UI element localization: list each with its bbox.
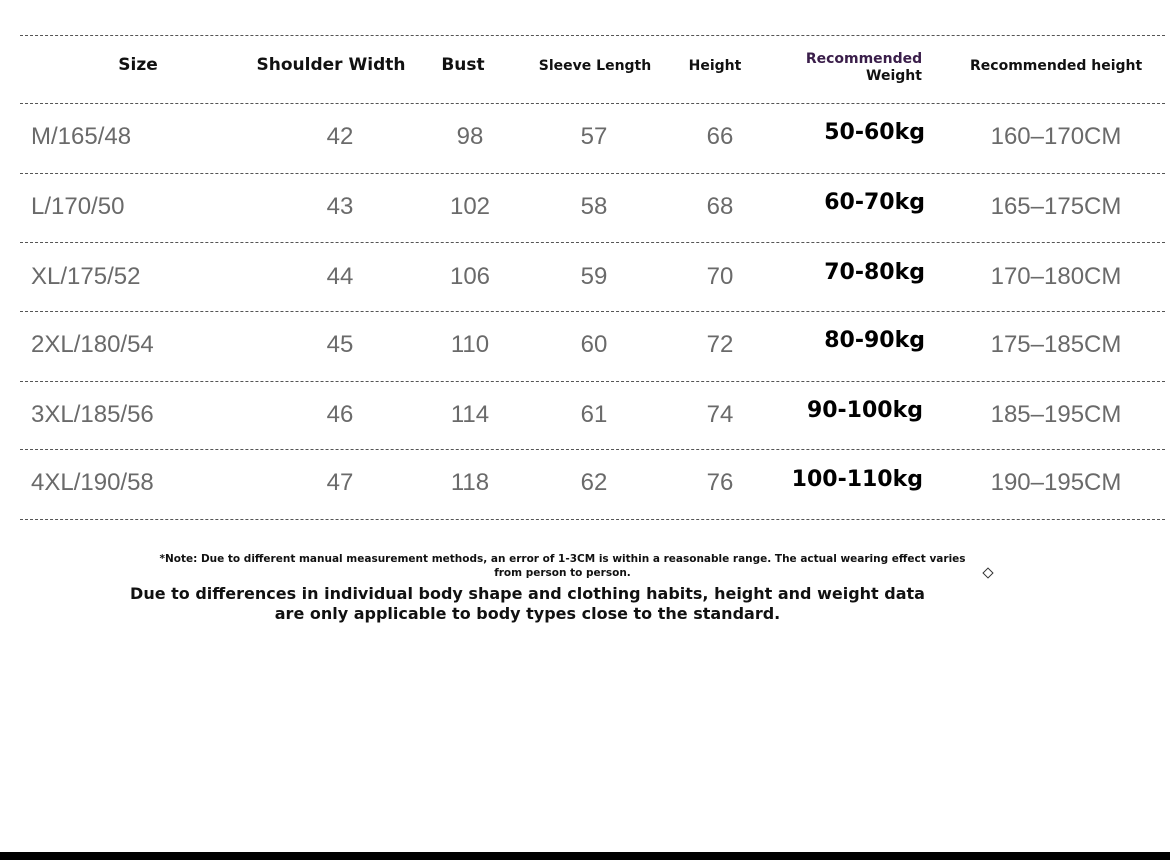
header-size: Size xyxy=(118,55,158,75)
measurement-note: *Note: Due to different manual measurement methods, an error of 1-3CM is within a reasonable range. The actual wearing effect varies from person to person. xyxy=(159,553,966,579)
bottom-bar xyxy=(0,852,1170,860)
cell-size: 2XL/180/54 xyxy=(31,331,154,358)
cell-bust: 110 xyxy=(450,331,490,358)
table-rule xyxy=(20,35,1165,36)
cell-shoulder: 45 xyxy=(326,331,354,358)
table-rule xyxy=(20,173,1165,174)
cell-recommended-height: 175–185CM xyxy=(990,331,1122,358)
cell-shoulder: 44 xyxy=(326,263,354,290)
cell-recommended-height: 165–175CM xyxy=(990,193,1122,220)
header-sleeve-length: Sleeve Length xyxy=(538,58,652,74)
cell-recommended-height: 170–180CM xyxy=(990,263,1122,290)
cell-height: 70 xyxy=(706,263,734,290)
header-shoulder-width: Shoulder Width xyxy=(256,55,406,75)
table-rule xyxy=(20,103,1165,104)
cell-weight: 50-60kg xyxy=(824,120,925,145)
header-height: Height xyxy=(688,58,742,74)
table-rule xyxy=(20,381,1165,382)
cell-recommended-height: 190–195CM xyxy=(990,469,1122,496)
header-recommended-height: Recommended height xyxy=(970,58,1143,74)
cell-size: 3XL/185/56 xyxy=(31,401,154,428)
cell-height: 74 xyxy=(706,401,734,428)
cell-height: 66 xyxy=(706,123,734,150)
header-recommended-weight-line2: Weight xyxy=(866,68,922,84)
cell-bust: 98 xyxy=(456,123,484,150)
table-rule xyxy=(20,311,1165,312)
cell-sleeve: 62 xyxy=(580,469,608,496)
cell-shoulder: 42 xyxy=(326,123,354,150)
cell-recommended-height: 160–170CM xyxy=(990,123,1122,150)
cell-height: 76 xyxy=(706,469,734,496)
cell-bust: 106 xyxy=(449,263,491,290)
cell-weight: 90-100kg xyxy=(806,398,923,423)
cell-size: 4XL/190/58 xyxy=(31,469,154,496)
header-recommended-weight-line1: Recommended xyxy=(805,51,923,67)
cell-sleeve: 59 xyxy=(580,263,608,290)
cell-sleeve: 61 xyxy=(580,401,608,428)
cell-weight: 80-90kg xyxy=(824,328,925,353)
cell-shoulder: 43 xyxy=(326,193,354,220)
cell-bust: 114 xyxy=(450,401,490,428)
table-rule xyxy=(20,242,1165,243)
cell-shoulder: 46 xyxy=(326,401,354,428)
cell-weight: 100-110kg xyxy=(791,467,923,492)
table-rule xyxy=(20,519,1165,520)
cell-weight: 70-80kg xyxy=(824,260,925,285)
cell-bust: 118 xyxy=(450,469,490,496)
cell-sleeve: 60 xyxy=(580,331,608,358)
cell-shoulder: 47 xyxy=(326,469,354,496)
cell-recommended-height: 185–195CM xyxy=(990,401,1122,428)
cell-weight: 60-70kg xyxy=(824,190,925,215)
fit-disclaimer: Due to differences in individual body shape and clothing habits, height and weight data are only applicable to body types close to the standard. xyxy=(130,584,925,623)
table-rule xyxy=(20,449,1165,450)
cell-bust: 102 xyxy=(449,193,491,220)
cell-sleeve: 57 xyxy=(580,123,608,150)
diamond-icon xyxy=(982,567,993,578)
cell-size: M/165/48 xyxy=(31,123,132,150)
cell-height: 72 xyxy=(706,331,734,358)
cell-height: 68 xyxy=(706,193,734,220)
cell-size: L/170/50 xyxy=(31,193,125,220)
header-bust: Bust xyxy=(441,55,485,75)
cell-size: XL/175/52 xyxy=(31,263,141,290)
cell-sleeve: 58 xyxy=(580,193,608,220)
